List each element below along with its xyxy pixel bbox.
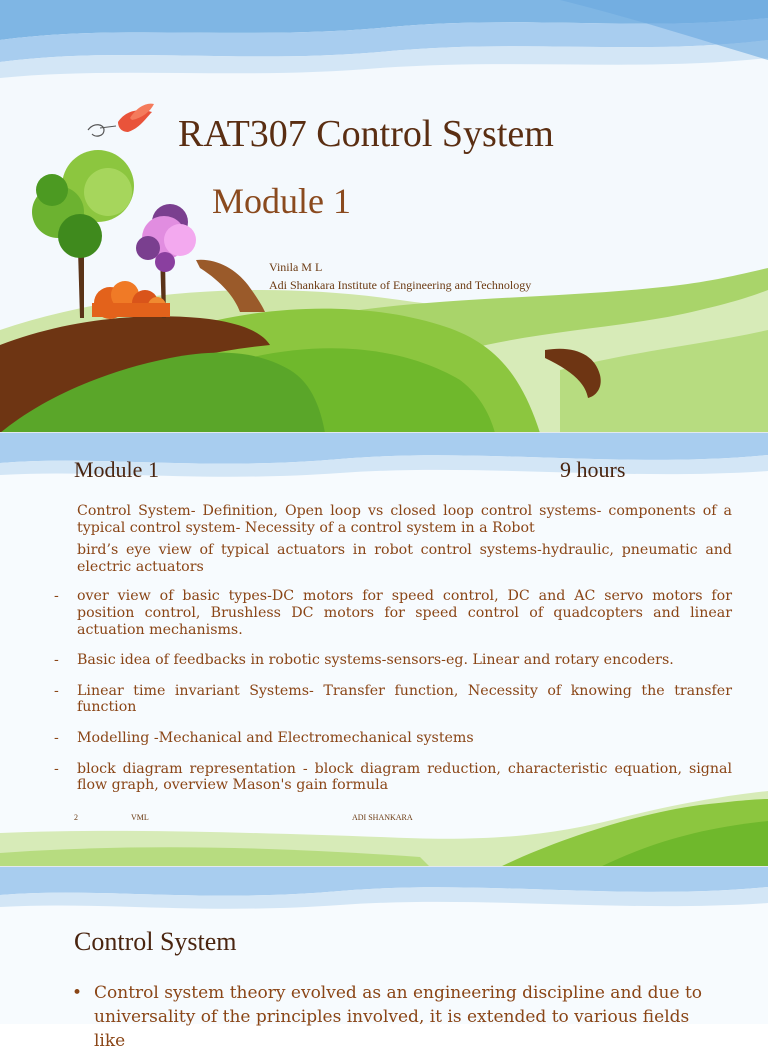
syllabus-content — [54, 503, 732, 808]
bullet-text: Control system theory evolved as an engineering discipline and due to universality of the principles involved, it is extended to various fields like — [94, 983, 703, 1051]
dash-marker: - — [54, 588, 59, 605]
module-subtitle: Module 1 — [212, 181, 351, 221]
slide-heading: Control System — [74, 927, 237, 956]
list-item — [54, 503, 732, 536]
dash-marker: - — [54, 652, 59, 669]
list-item — [72, 981, 712, 1053]
title-slide — [0, 0, 768, 433]
dash-marker: - — [54, 682, 59, 699]
control-system-slide — [0, 867, 768, 1051]
hours-label: 9 hours — [560, 457, 626, 482]
list-item — [54, 761, 732, 794]
paragraph-text: bird’s eye view of typical actuators in robot control systems-hydraulic, pneumatic and electric actuators — [77, 542, 732, 575]
author-block — [269, 258, 531, 294]
syllabus-slide — [0, 433, 768, 867]
list-item — [54, 730, 732, 747]
dash-marker: - — [54, 760, 59, 777]
module-heading: Module 1 — [74, 457, 159, 482]
paragraph-text: Control System- Definition, Open loop vs closed loop control systems- components of a typical control system- Necessity of a control system in a Robot — [77, 503, 732, 536]
bullet-text: Basic idea of feedbacks in robotic systems-sensors-eg. Linear and rotary encoders. — [77, 652, 674, 669]
presentation-title: RAT307 Control System — [178, 113, 554, 155]
footer-org: ADI SHANKARA — [352, 813, 413, 822]
list-item — [54, 588, 732, 638]
bullet-text: over view of basic types-DC motors for speed control, DC and AC servo motors for position control, Brushless DC motors for speed control of quadcopters and linear actuation mechanisms. — [77, 588, 732, 638]
list-item — [54, 652, 732, 669]
bullet-text: Modelling -Mechanical and Electromechanical systems — [77, 729, 474, 746]
bullet-marker: • — [72, 983, 83, 1003]
bullet-text: block diagram representation - block diagram reduction, characteristic equation, signal flow graph, overview Mason's gain formula — [77, 760, 732, 794]
author-name: Vinila M L — [269, 260, 323, 274]
footer-page-number: 2 — [74, 813, 78, 822]
dash-marker: - — [54, 729, 59, 746]
landscape-illustration — [0, 0, 768, 433]
list-item — [54, 542, 732, 575]
institute-name: Adi Shankara Institute of Engineering and Technology — [269, 278, 532, 292]
footer-author: VML — [131, 813, 149, 822]
bullet-text: Linear time invariant Systems- Transfer function, Necessity of knowing the transfer function — [77, 682, 732, 716]
list-item — [54, 683, 732, 716]
